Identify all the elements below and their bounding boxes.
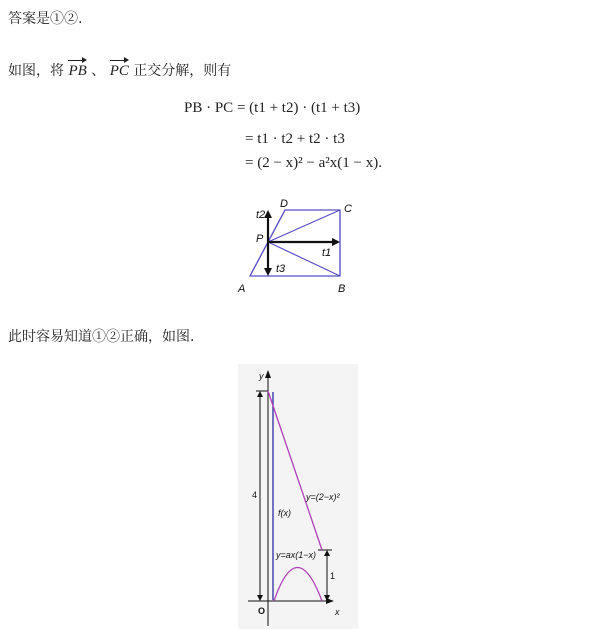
label-d: D: [280, 198, 288, 210]
geometry-figure: [230, 196, 370, 296]
equation-line-1: [184, 100, 360, 117]
equation-lhs: PB · PC: [184, 100, 234, 116]
label-curve-2: y=ax(1−x): [276, 550, 317, 560]
arrowhead-t3: [264, 268, 272, 276]
segment-pc: [268, 210, 340, 242]
equation-line-1-rhs: = (t1 + t2) · (t1 + t3): [236, 100, 361, 116]
label-t2: t2: [256, 209, 266, 221]
arrowhead-t1: [332, 238, 340, 246]
vector-pc: PC: [109, 63, 129, 79]
intro-suffix: 正交分解，则有: [133, 63, 232, 79]
label-c: C: [344, 203, 352, 215]
equation-line-3: = (2 − x)² − a²x(1 − x).: [245, 155, 382, 171]
label-p: P: [256, 233, 264, 245]
label-height-4: 4: [252, 490, 258, 500]
equation-line-2: = t1 · t2 + t2 · t3: [245, 131, 345, 147]
label-b: B: [338, 283, 346, 295]
label-t1: t1: [322, 247, 332, 259]
answer-line: 答案是①②.: [8, 11, 83, 27]
label-curve-1: y=(2−x)²: [306, 492, 340, 502]
arrowhead-t2: [264, 210, 272, 218]
intro-separator: 、: [91, 63, 106, 79]
label-t3: t3: [276, 263, 286, 275]
label-x-axis: x: [335, 607, 340, 617]
conclusion-line: 此时容易知道①②正确，如图.: [8, 329, 195, 345]
label-a: A: [238, 283, 246, 295]
intro-prefix: 如图，将: [8, 63, 64, 79]
function-graph: [238, 364, 358, 629]
label-f-of-x: f(x): [278, 508, 291, 518]
vector-pb: PB: [68, 63, 87, 79]
segment-pa: [250, 242, 268, 276]
segment-pd: [268, 210, 285, 242]
label-y-axis: y: [259, 371, 264, 381]
label-origin: O: [258, 606, 266, 616]
label-height-1: 1: [330, 571, 336, 581]
intro-line: [8, 60, 231, 80]
